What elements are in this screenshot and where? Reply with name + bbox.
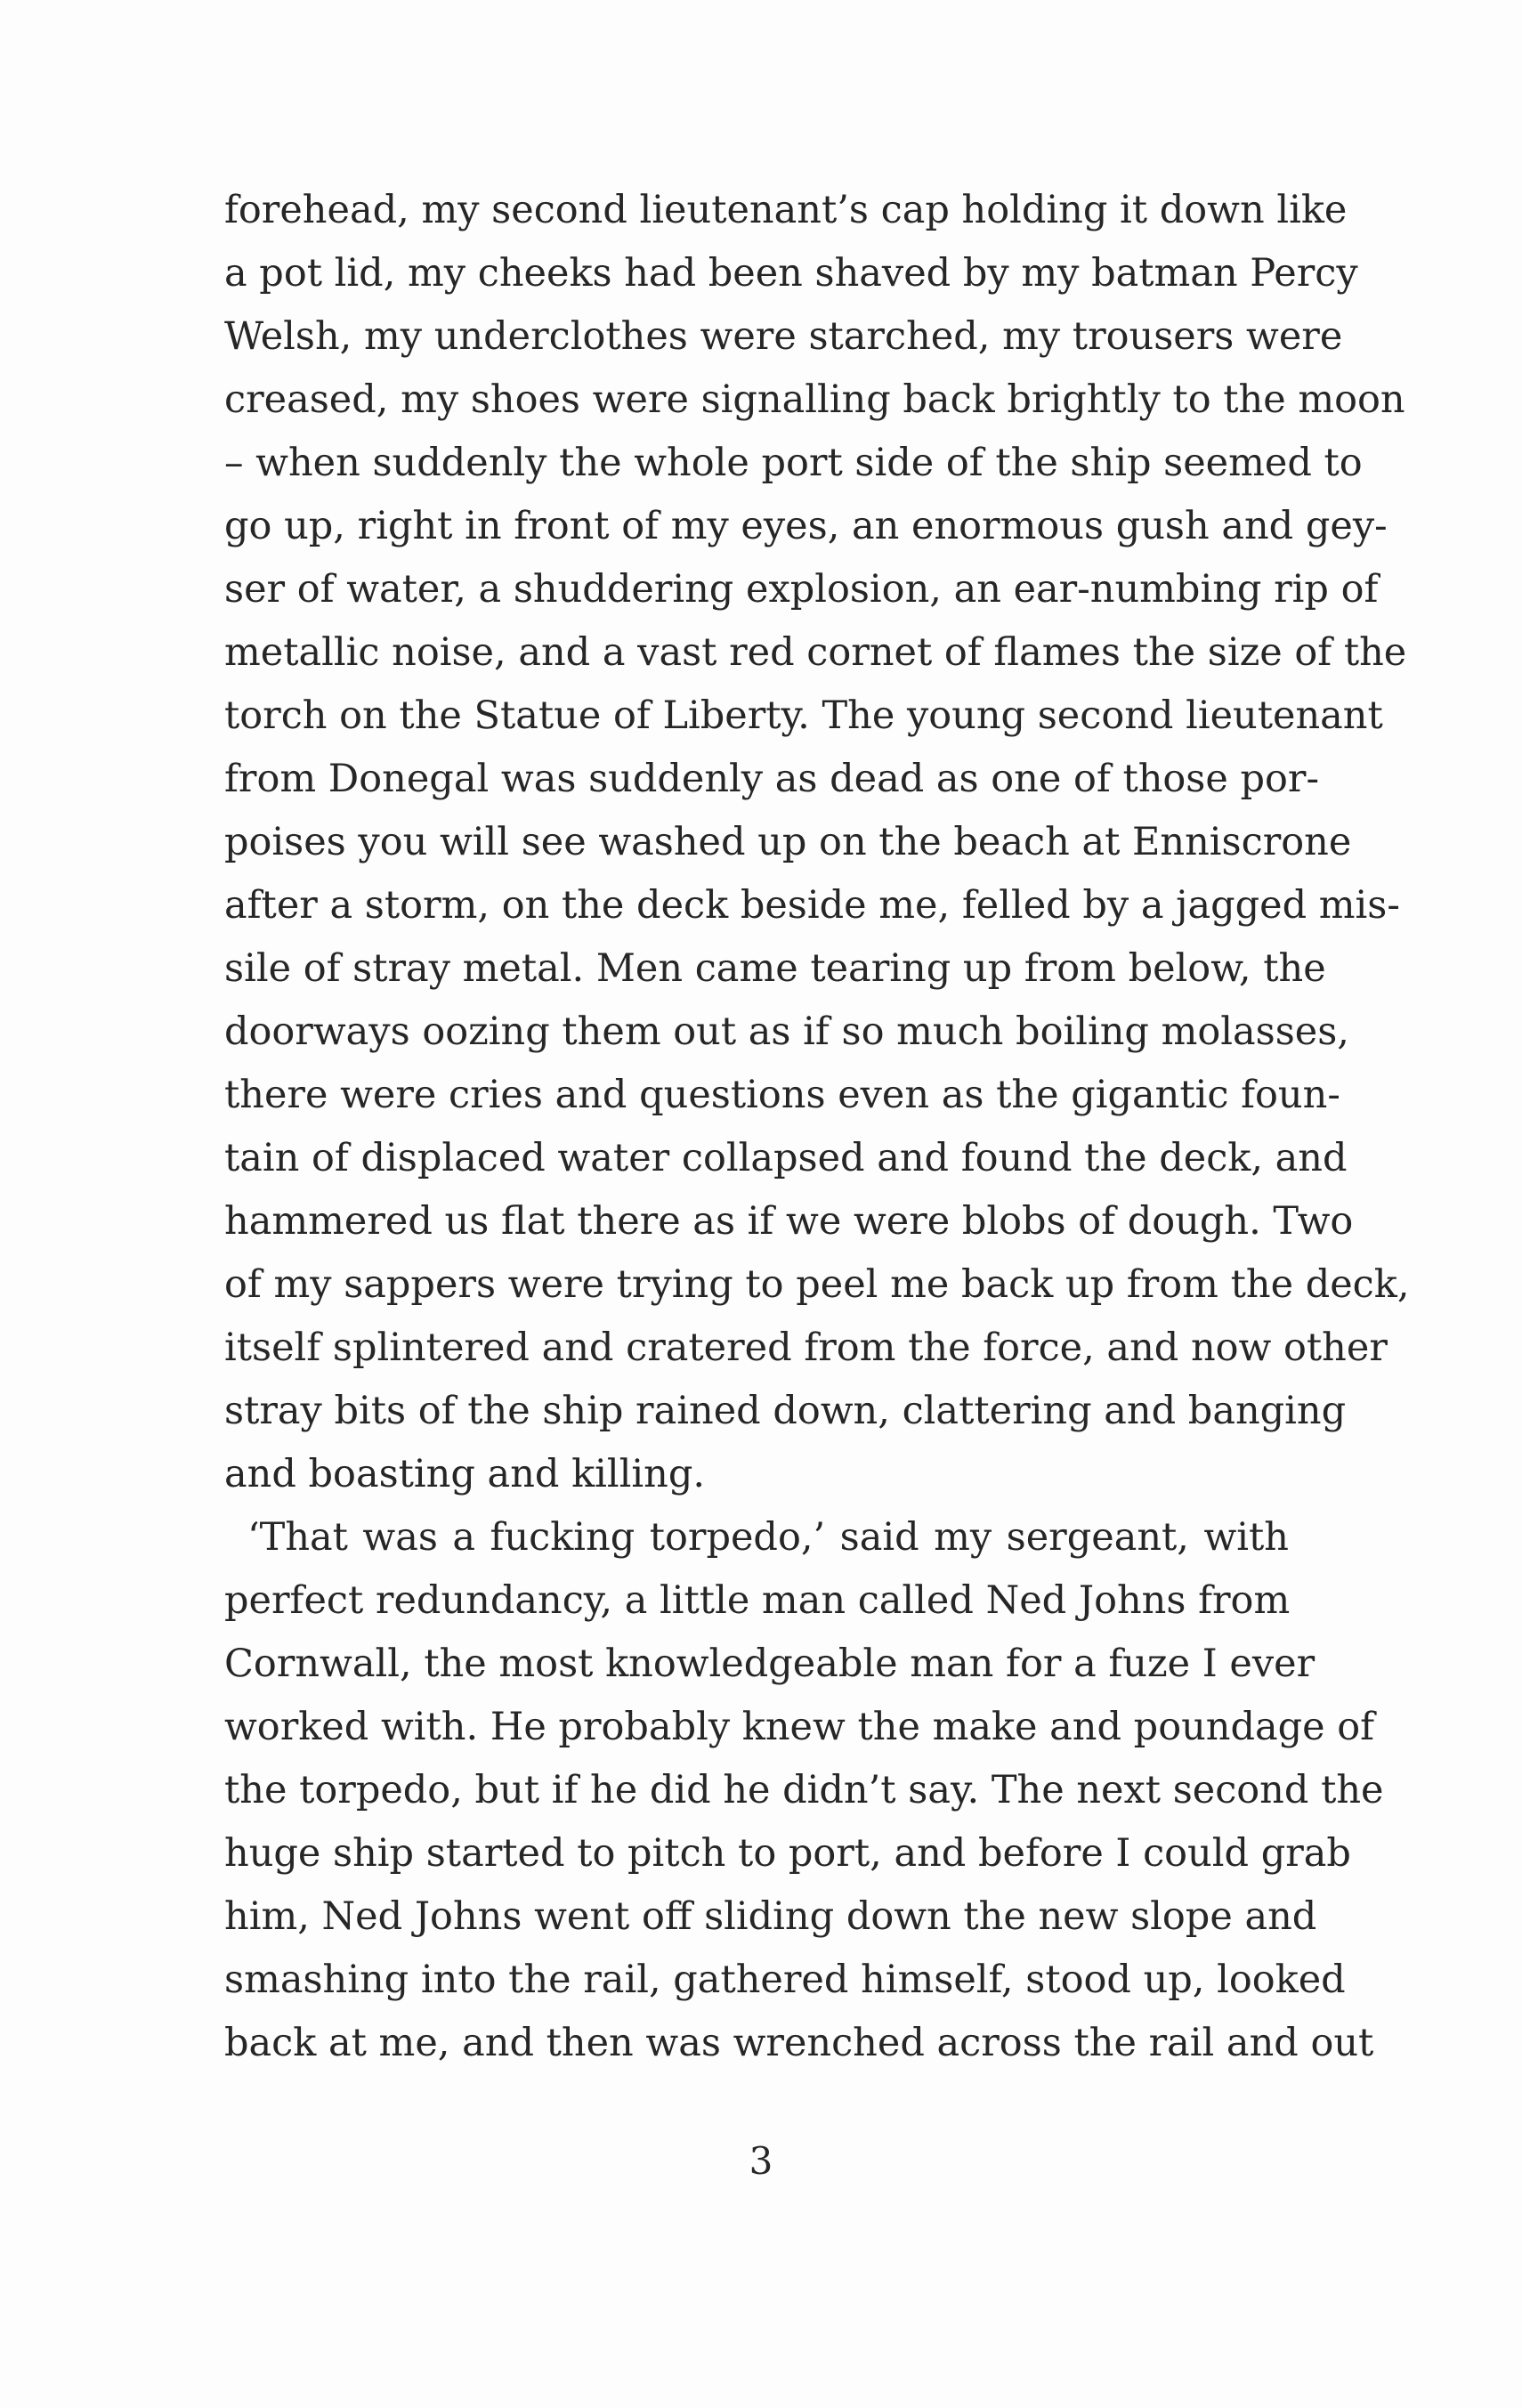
- text-line: stray bits of the ship rained down, clattering and banging: [224, 1389, 1347, 1433]
- text-line: ‘That was a fucking torpedo,’ said my sergeant, with: [247, 1515, 1289, 1560]
- text-line: him, Ned Johns went off sliding down the new slope and: [224, 1894, 1317, 1939]
- text-line: doorways oozing them out as if so much boiling molasses,: [224, 1009, 1349, 1054]
- text-line: perfect redundancy, a little man called Ned Johns from: [224, 1578, 1291, 1623]
- text-line: and boasting and killing.: [224, 1452, 706, 1496]
- text-line: hammered us flat there as if we were blobs of dough. Two: [224, 1199, 1354, 1244]
- text-line: poises you will see washed up on the beach at Enniscrone: [224, 820, 1352, 864]
- text-line: creased, my shoes were signalling back brightly to the moon: [224, 377, 1405, 422]
- text-line: Welsh, my underclothes were starched, my trousers were: [224, 314, 1343, 359]
- text-line: a pot lid, my cheeks had been shaved by my batman Percy: [224, 251, 1358, 296]
- text-line: torch on the Statue of Liberty. The young second lieutenant: [224, 693, 1383, 738]
- text-line: back at me, and then was wrenched across the rail and out: [224, 2021, 1374, 2065]
- text-line: from Donegal was suddenly as dead as one of those por-: [224, 757, 1319, 801]
- text-line: ser of water, a shuddering explosion, an ear-numbing rip of: [224, 567, 1379, 612]
- text-line: sile of stray metal. Men came tearing up from below, the: [224, 946, 1326, 991]
- text-line: there were cries and questions even as the gigantic foun-: [224, 1073, 1340, 1117]
- text-line: – when suddenly the whole port side of the ship seemed to: [224, 441, 1363, 485]
- text-line: [224, 2078, 1289, 2135]
- text-line: of my sappers were trying to peel me back up from the deck,: [224, 1262, 1410, 1307]
- text-line: worked with. He probably knew the make and poundage of: [224, 1705, 1375, 1749]
- text-line: tain of displaced water collapsed and found the deck, and: [224, 1136, 1348, 1180]
- text-line: after a storm, on the deck beside me, felled by a jagged mis-: [224, 883, 1400, 928]
- page-number: 3: [749, 2139, 773, 2183]
- text-line: metallic noise, and a vast red cornet of flames the size of the: [224, 630, 1407, 675]
- text-line: the torpedo, but if he did he didn’t say. The next second the: [224, 1768, 1384, 1812]
- text-line: go up, right in front of my eyes, an enormous gush and gey-: [224, 504, 1388, 548]
- text-line: Cornwall, the most knowledgeable man for a fuze I ever: [224, 1642, 1316, 1686]
- text-line: itself splintered and cratered from the force, and now other: [224, 1326, 1388, 1370]
- text-line: smashing into the rail, gathered himself, stood up, looked: [224, 1958, 1346, 2002]
- text-line: huge ship started to pitch to port, and before I could grab: [224, 1831, 1351, 1876]
- text-line: forehead, my second lieutenant’s cap holding it down like: [224, 188, 1348, 232]
